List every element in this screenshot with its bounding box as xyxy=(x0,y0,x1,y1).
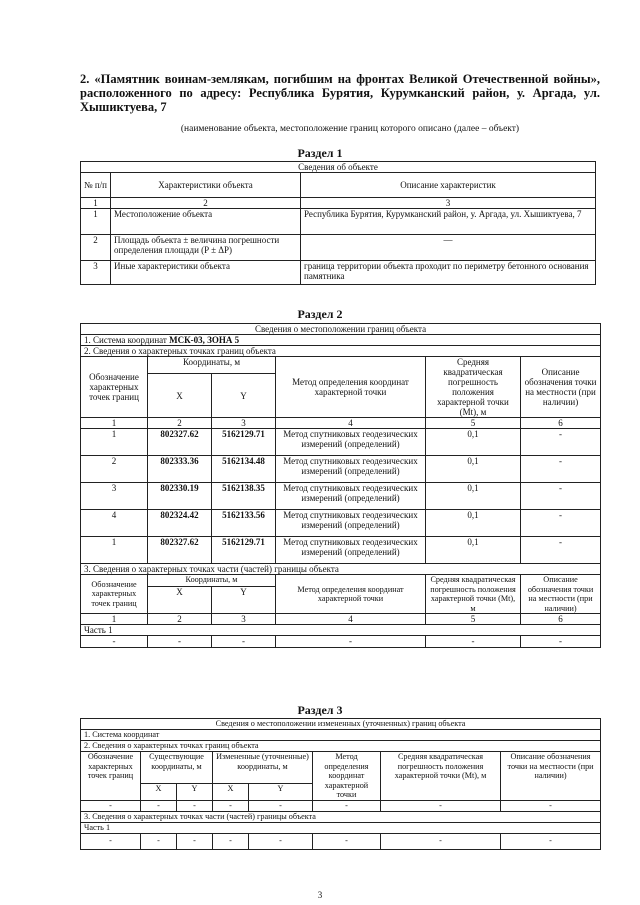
point-method: Метод спутниковых геодезических измерений (определений) xyxy=(276,510,426,537)
document-title: 2. «Памятник воинам-землякам, погибшим на фронтах Великой Отечественной войны», расположенного по адресу: Республика Бурятия, Курумканский район, у. Аргада, ул. Хышиктуева, 7 xyxy=(80,72,600,114)
s2-part: Часть 1 xyxy=(81,625,601,636)
dash-cell: - xyxy=(81,800,141,811)
s1-col-num: № п/п xyxy=(81,173,111,198)
section-2-table xyxy=(80,323,601,648)
s1-idx: 3 xyxy=(301,198,596,209)
dash-cell: - xyxy=(213,800,249,811)
point-y: 5162129.71 xyxy=(212,537,276,564)
s2-col-err: Средняя квадратическая погрешность положения характерной точки (Mt), м xyxy=(426,357,521,418)
s3-col-y2: Y xyxy=(249,784,313,800)
dash-cell: - xyxy=(213,833,249,849)
point-desc: - xyxy=(521,510,601,537)
point-error: 0,1 xyxy=(426,483,521,510)
s2-col-y3: Y xyxy=(212,586,276,613)
point-y: 5162133.56 xyxy=(212,510,276,537)
dash-cell: - xyxy=(177,800,213,811)
point-error: 0,1 xyxy=(426,429,521,456)
s2-system-value: МСК-03, ЗОНА 5 xyxy=(169,335,240,345)
s2-idx: 2 xyxy=(148,418,212,429)
dash-cell: - xyxy=(521,636,601,648)
s2-col-coords3: Координаты, м xyxy=(148,575,276,587)
row-number: 1 xyxy=(81,209,111,235)
s2-system xyxy=(81,335,601,346)
s2-idx: 1 xyxy=(81,418,148,429)
point-error: 0,1 xyxy=(426,537,521,564)
s1-idx: 1 xyxy=(81,198,111,209)
point-method: Метод спутниковых геодезических измерений (определений) xyxy=(276,483,426,510)
point-x: 802327.62 xyxy=(148,429,212,456)
s3-col-changed: Измененные (уточненные) координаты, м xyxy=(213,752,313,784)
point-method: Метод спутниковых геодезических измерений (определений) xyxy=(276,429,426,456)
table-row xyxy=(81,537,601,564)
s2-sub3: 3. Сведения о характерных точках части (частей) границы объекта xyxy=(81,564,601,575)
s2-col-name: Обозначение характерных точек границ xyxy=(81,357,148,418)
row-characteristic: Площадь объекта ± величина погрешности определения площади (P ± ΔP) xyxy=(111,235,301,261)
section-2-title: Раздел 2 xyxy=(297,307,343,321)
s3-sub1: 1. Система координат xyxy=(81,730,601,741)
s2-col-name3: Обозначение характерных точек границ xyxy=(81,575,148,614)
s2-idx3: 6 xyxy=(521,614,601,625)
point-desc: - xyxy=(521,537,601,564)
dash-cell: - xyxy=(141,833,177,849)
s2-idx: 4 xyxy=(276,418,426,429)
s1-col-char: Характеристики объекта xyxy=(111,173,301,198)
s2-col-method: Метод определения координат характерной точки xyxy=(276,357,426,418)
table-row xyxy=(81,261,596,285)
s2-system-label: 1. Система координат xyxy=(84,335,170,345)
point-name: 2 xyxy=(81,456,148,483)
point-name: 4 xyxy=(81,510,148,537)
dash-cell: - xyxy=(426,636,521,648)
s2-col-err3: Средняя квадратическая погрешность положения характерной точки (Mt), м xyxy=(426,575,521,614)
title-caption: (наименование объекта, местоположение границ которого описано (далее – объект) xyxy=(180,124,520,134)
point-x: 802324.42 xyxy=(148,510,212,537)
s2-col-desc3: Описание обозначения точки на местности (при наличии) xyxy=(521,575,601,614)
s1-header: Сведения об объекте xyxy=(81,162,596,173)
dash-cell: - xyxy=(501,800,601,811)
dash-cell: - xyxy=(212,636,276,648)
dash-cell: - xyxy=(177,833,213,849)
dash-cell: - xyxy=(249,800,313,811)
s3-sub3: 3. Сведения о характерных точках части (частей) границы объекта xyxy=(81,811,601,822)
point-error: 0,1 xyxy=(426,510,521,537)
table-row xyxy=(81,833,601,849)
row-description: Республика Бурятия, Курумканский район, у. Аргада, ул. Хышиктуева, 7 xyxy=(301,209,596,235)
row-characteristic: Иные характеристики объекта xyxy=(111,261,301,285)
point-x: 802327.62 xyxy=(148,537,212,564)
table-row xyxy=(81,429,601,456)
table-row xyxy=(81,636,601,648)
point-name: 1 xyxy=(81,537,148,564)
row-characteristic: Местоположение объекта xyxy=(111,209,301,235)
point-desc: - xyxy=(521,483,601,510)
point-error: 0,1 xyxy=(426,456,521,483)
point-x: 802333.36 xyxy=(148,456,212,483)
section-3-table xyxy=(80,718,601,850)
table-row xyxy=(81,510,601,537)
dash-cell: - xyxy=(276,636,426,648)
s3-col-x2: X xyxy=(213,784,249,800)
s2-col-desc: Описание обозначения точки на местности (при наличии) xyxy=(521,357,601,418)
table-row xyxy=(81,235,596,261)
s3-col-err: Средняя квадратическая погрешность положения характерной точки (Mt), м xyxy=(381,752,501,801)
section-1-title: Раздел 1 xyxy=(297,146,343,160)
s3-col-y: Y xyxy=(177,784,213,800)
dash-cell: - xyxy=(381,800,501,811)
row-number: 2 xyxy=(81,235,111,261)
s2-col-x: X xyxy=(148,374,212,418)
s3-col-exist: Существующие координаты, м xyxy=(141,752,213,784)
point-y: 5162134.48 xyxy=(212,456,276,483)
s2-col-method3: Метод определения координат характерной точки xyxy=(276,575,426,614)
page-number: 3 xyxy=(317,890,323,900)
point-y: 5162138.35 xyxy=(212,483,276,510)
section-3-title: Раздел 3 xyxy=(297,703,343,717)
table-row xyxy=(81,800,601,811)
dash-cell: - xyxy=(313,800,381,811)
s2-idx3: 3 xyxy=(212,614,276,625)
s3-col-desc: Описание обозначения точки на местности (при наличии) xyxy=(501,752,601,801)
point-method: Метод спутниковых геодезических измерений (определений) xyxy=(276,456,426,483)
table-row xyxy=(81,483,601,510)
s1-idx: 2 xyxy=(111,198,301,209)
s2-col-y: Y xyxy=(212,374,276,418)
point-desc: - xyxy=(521,456,601,483)
s2-idx3: 5 xyxy=(426,614,521,625)
s3-part: Часть 1 xyxy=(81,822,601,833)
row-description: — xyxy=(301,235,596,261)
s2-idx: 6 xyxy=(521,418,601,429)
dash-cell: - xyxy=(141,800,177,811)
s2-header: Сведения о местоположении границ объекта xyxy=(81,324,601,335)
s3-col-x: X xyxy=(141,784,177,800)
s3-col-name: Обозначение характерных точек границ xyxy=(81,752,141,801)
dash-cell: - xyxy=(81,833,141,849)
point-y: 5162129.71 xyxy=(212,429,276,456)
s2-col-x3: X xyxy=(148,586,212,613)
s3-col-method: Метод определения координат характерной точки xyxy=(313,752,381,801)
row-number: 3 xyxy=(81,261,111,285)
s2-idx3: 2 xyxy=(148,614,212,625)
point-name: 1 xyxy=(81,429,148,456)
dash-cell: - xyxy=(381,833,501,849)
point-method: Метод спутниковых геодезических измерений (определений) xyxy=(276,537,426,564)
table-row xyxy=(81,209,596,235)
s2-idx: 5 xyxy=(426,418,521,429)
s2-idx3: 1 xyxy=(81,614,148,625)
point-desc: - xyxy=(521,429,601,456)
s2-idx3: 4 xyxy=(276,614,426,625)
table-row xyxy=(81,456,601,483)
point-name: 3 xyxy=(81,483,148,510)
s2-idx: 3 xyxy=(212,418,276,429)
s3-header: Сведения о местоположении измененных (уточненных) границ объекта xyxy=(81,719,601,730)
dash-cell: - xyxy=(249,833,313,849)
s3-sub2: 2. Сведения о характерных точках границ объекта xyxy=(81,741,601,752)
s2-sub2: 2. Сведения о характерных точках границ объекта xyxy=(81,346,601,357)
section-1-table xyxy=(80,161,596,285)
dash-cell: - xyxy=(81,636,148,648)
dash-cell: - xyxy=(501,833,601,849)
s2-col-coords: Координаты, м xyxy=(148,357,276,374)
row-description: граница территории объекта проходит по периметру бетонного основания памятника xyxy=(301,261,596,285)
point-x: 802330.19 xyxy=(148,483,212,510)
dash-cell: - xyxy=(313,833,381,849)
dash-cell: - xyxy=(148,636,212,648)
s1-col-desc: Описание характеристик xyxy=(301,173,596,198)
